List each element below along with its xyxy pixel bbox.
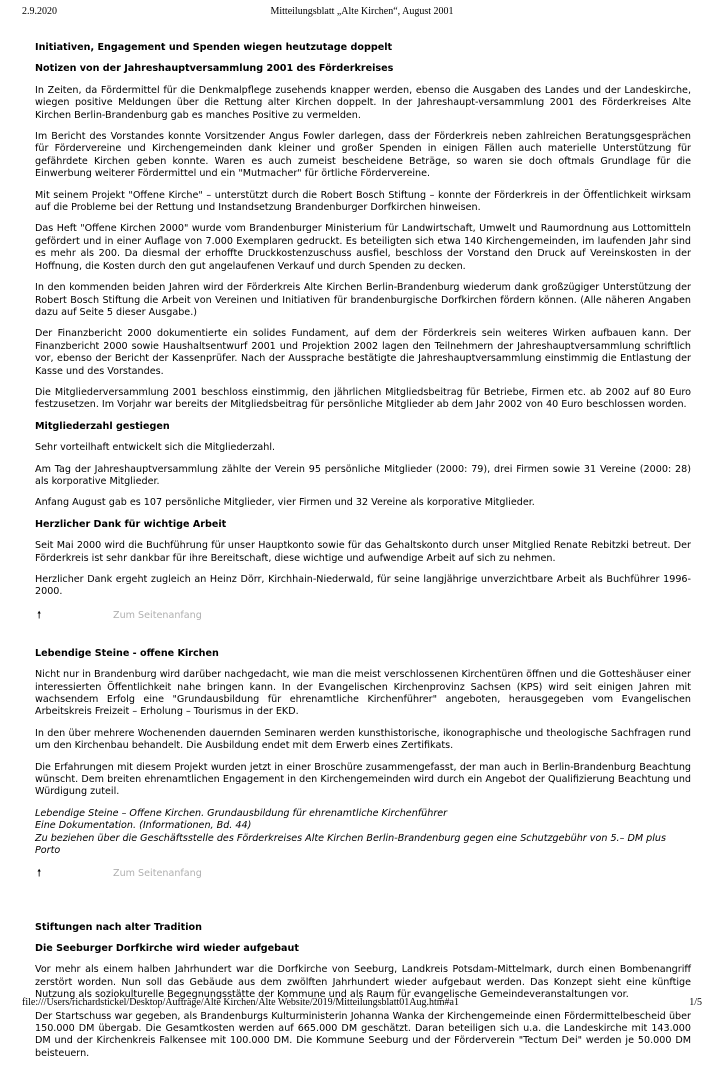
paragraph: Das Heft "Offene Kirchen 2000" wurde vom Brandenburger Ministerium für Landwirtschaft, Umwelt und Raumordnung aus Lottomitteln gefördert und in einer Auflage von 7.000 Exemplaren gedruckt. Es beteiligten sich etwa 140 Kirchengemeinden, im laufenden Jahr sind es mehr als 200. Da diesmal der erhoffte Druckkostenzuschuss ausfiel, beschloss der Vorstand den Druck auf Vereinskosten in der Hoffnung, die Kosten durch den gut angelaufenen Verkauf und durch Spenden zu decken. bbox=[35, 223, 691, 272]
section-subheading: Die Seeburger Dorfkirche wird wieder aufgebaut bbox=[35, 942, 299, 954]
reference-line: Lebendige Steine – Offene Kirchen. Grundausbildung für ehrenamtliche Kirchenführer bbox=[35, 807, 448, 819]
paragraph: Der Finanzbericht 2000 dokumentierte ein solides Fundament, auf dem der Förderkreis sein weiteres Wirken aufbauen kann. Der Finanzbericht 2000 sowie Haushaltsentwurf 2001 und Projektion 2002 lagen den Teilnehmern der Jahreshauptversammlung schriftlich vor, ebenso der Bericht der Kassenprüfer. Nach der Aussprache bestätigte die Jahreshauptversammlung einstimmig die Entlastung der Kasse und des Vorstandes. bbox=[35, 328, 691, 377]
back-to-top-label[interactable]: Zum Seitenanfang bbox=[113, 868, 202, 880]
paragraph: Seit Mai 2000 wird die Buchführung für unser Hauptkonto sowie für das Gehaltskonto durch unser Mitglied Renate Rebitzki betreut. Der Förderkreis ist sehr dankbar für ihre Bereitschaft, diese wichtige und aufwendige Arbeit auf sich zu nehmen. bbox=[35, 540, 691, 564]
paragraph: Am Tag der Jahreshauptversammlung zählte der Verein 95 persönliche Mitglieder (2000: 79), drei Firmen sowie 31 Vereine (2000: 28) als korporative Mitglieder. bbox=[35, 463, 691, 487]
paragraph: Nicht nur in Brandenburg wird darüber nachgedacht, wie man die meist verschlossenen Kirchentüren öffnen und die Gotteshäuser einer interessierten Öffentlichkeit nahe bringen kann. In der Evangelischen Kirchenprovinz Sachsen (KPS) wird seit einigen Jahren mit wachsendem Erfolg eine "Grundausbildung für ehrenamtliche Kirchenführer" angeboten, herausgegeben vom Evangelischen Arbeitskreis Freizeit – Erholung – Tourismus in der EKD. bbox=[35, 669, 691, 718]
back-to-top-label[interactable]: Zum Seitenanfang bbox=[113, 609, 202, 621]
back-to-top-link[interactable] bbox=[35, 868, 691, 882]
paragraph: Die Mitgliederversammlung 2001 beschloss einstimmig, den jährlichen Mitgliedsbeitrag für Betriebe, Firmen etc. ab 2002 auf 80 Euro festzusetzen. Im Vorjahr war bereits der Mitgliedsbeitrag für persönliche Mitglieder ab dem Jahr 2002 von 40 Euro beschlossen worden. bbox=[35, 386, 691, 411]
paragraph: In den kommenden beiden Jahren wird der Förderkreis Alte Kirchen Berlin-Brandenburg wiederum dank großzügiger Unterstützung der Robert Bosch Stiftung die Arbeit von Vereinen und Initiativen für brandenburgische Dorfkirchen fördern können. (Alle näheren Angaben dazu auf Seite 5 dieser Ausgabe.) bbox=[35, 282, 691, 318]
paragraph: Herzlicher Dank ergeht zugleich an Heinz Dörr, Kirchhain-Niederwald, für seine langjährige unverzichtbare Arbeit als Buchführer 1996-2000. bbox=[35, 574, 691, 598]
reference-line: Zu beziehen über die Geschäftsstelle des Förderkreises Alte Kirchen Berlin-Brandenburg gegen eine Schutzgebühr von 5.– DM plus Porto bbox=[35, 832, 667, 857]
publication-reference bbox=[35, 808, 691, 858]
section-heading: Lebendige Steine - offene Kirchen bbox=[35, 647, 219, 659]
section-subheading: Notizen von der Jahreshauptversammlung 2001 des Förderkreises bbox=[35, 63, 394, 75]
back-to-top-link[interactable] bbox=[35, 609, 691, 623]
section-subheading: Mitgliederzahl gestiegen bbox=[35, 420, 170, 432]
page-number: 1/5 bbox=[689, 997, 702, 1008]
section-heading: Initiativen, Engagement und Spenden wiegen heutzutage doppelt bbox=[35, 42, 393, 53]
file-url: file:///Users/richardstickel/Desktop/Aufträge/Alte Kirchen/Alte Website/2019/Mitteilungsblatt01Aug.htm#a1 bbox=[22, 997, 459, 1008]
print-date: 2.9.2020 bbox=[22, 6, 57, 17]
article-content bbox=[35, 42, 691, 1069]
paragraph: Anfang August gab es 107 persönliche Mitglieder, vier Firmen und 32 Vereine als korporative Mitglieder. bbox=[35, 497, 535, 509]
reference-line: Eine Dokumentation. (Informationen, Bd. 44) bbox=[35, 820, 252, 832]
paragraph: In Zeiten, da Fördermittel für die Denkmalpflege zusehends knapper werden, ebenso die Ausgaben des Landes und der Landeskirche, wiegen positive Meldungen über die Rettung alter Kirchen doppelt. In der Jahreshaupt-versammlung 2001 des Förderkreises Alte Kirchen Berlin-Brandenburg gab es manches Positive zu vermelden. bbox=[35, 84, 691, 121]
section-subheading: Herzlicher Dank für wichtige Arbeit bbox=[35, 518, 227, 530]
section-heading: Stiftungen nach alter Tradition bbox=[35, 921, 202, 933]
arrow-up-icon[interactable]: 🠕 bbox=[37, 609, 42, 621]
paragraph: Im Bericht des Vorstandes konnte Vorsitzender Angus Fowler darlegen, dass der Förderkreis neben zahlreichen Beratungsgesprächen für Fördervereine und Kirchengemeinden dank kleiner und großer Spenden in einigen Fällen auch materielle Unterstützung für gefährdete Kirchen geben konnte. Waren es auch zumeist bescheidene Beträge, so waren sie doch oftmals Grundlage für die Einwerbung weiterer Fördermittel und ein "Mutmacher" für örtliche Fördervereine. bbox=[35, 131, 691, 180]
paragraph: Der Startschuss war gegeben, als Brandenburgs Kulturministerin Johanna Wanka der Kirchengemeinde einen Fördermittelbescheid über 150.000 DM übergab. Die Gesamtkosten werden auf 665.000 DM geschätzt. Daran beteiligen sich u.a. die Landeskirche mit 143.000 DM und der Kirchenkreis Falkensee mit 100.000 DM. Die Kommune Seeburg und der Förderverein "Tectum Dei" werden je 50.000 DM beisteuern. bbox=[35, 1010, 691, 1059]
paragraph: Vor mehr als einem halben Jahrhundert war die Dorfkirche von Seeburg, Landkreis Potsdam-Mittelmark, durch einen Bombenangriff zerstört worden. Nun soll das Gebäude aus dem zwölften Jahrhundert wieder aufgebaut werden. Das Konzept sieht eine künftige Nutzung als soziokulturelle Begegnungsstätte der Kommune und als Raum für evangelische Gemeindeveranstaltungen vor. bbox=[35, 964, 691, 1001]
paragraph: Mit seinem Projekt "Offene Kirche" – unterstützt durch die Robert Bosch Stiftung – konnte der Förderkreis in der Öffentlichkeit wirksam auf die Probleme bei der Rettung und Instandsetzung Brandenburger Dorfkirchen hinweisen. bbox=[35, 189, 691, 214]
arrow-up-icon[interactable]: 🠕 bbox=[37, 868, 42, 880]
paragraph: In den über mehrere Wochenenden dauernden Seminaren werden kunsthistorische, ikonographische und theologische Sachfragen rund um den Kirchenbau behandelt. Die Ausbildung endet mit dem Erwerb eines Zertifikats. bbox=[35, 727, 691, 752]
paragraph: Sehr vorteilhaft entwickelt sich die Mitgliederzahl. bbox=[35, 442, 276, 454]
print-title: Mitteilungsblatt „Alte Kirchen“, August 2001 bbox=[270, 6, 454, 17]
paragraph: Die Erfahrungen mit diesem Projekt wurden jetzt in einer Broschüre zusammengefasst, der man auch in Berlin-Brandenburg Beachtung wünscht. Dem breiten ehrenamtlichen Engagement in den Kirchengemeinden wird durch ein Angebot der Qualifizierung Beachtung und Würdigung zuteil. bbox=[35, 761, 691, 798]
